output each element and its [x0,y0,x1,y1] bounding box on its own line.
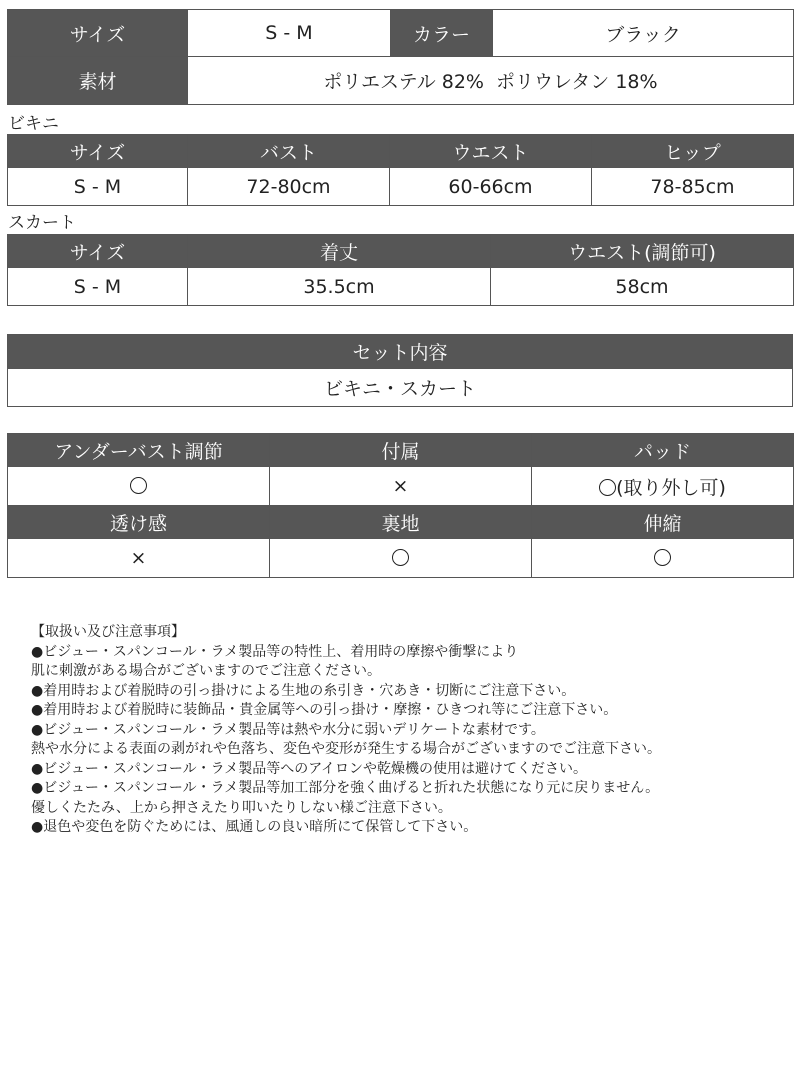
spec-table [7,9,794,105]
feature-header: 透け感 [8,506,270,539]
skirt-header: 着丈 [188,235,491,268]
feature-header: 伸縮 [532,506,794,539]
bikini-header: サイズ [8,135,188,168]
feature-value-sheer: × [8,539,270,578]
skirt-header: サイズ [8,235,188,268]
feature-value-stretch [532,539,794,578]
color-value: ブラック [493,10,794,57]
feature-value-accessory: × [270,467,532,506]
feature-header: 裏地 [270,506,532,539]
note-line: ●退色や変色を防ぐためには、風通しの良い暗所にて保管して下さい。 [31,819,478,835]
feature-header: パッド [532,434,794,467]
skirt-cell: S - M [8,268,188,306]
bikini-table [7,134,794,206]
skirt-header: ウエスト(調節可) [491,235,794,268]
note-line: ●ビジュー・スパンコール・ラメ製品等の特性上、着用時の摩擦や衝撃により [31,643,519,660]
size-value: S - M [188,10,391,57]
material-label: 素材 [8,57,188,105]
pad-note: (取り外し可) [616,476,726,499]
bikini-header: ウエスト [390,135,592,168]
note-line: ●着用時および着脱時に装飾品・貴金属等への引っ掛け・摩擦・ひきつれ等にご注意下さい。 [31,702,618,718]
set-header: セット内容 [8,335,793,369]
note-line: 熱や水分による表面の剥がれや色落ち、変色や変形が発生する場合がございますのでご注意下さい。 [31,741,661,757]
skirt-cell: 35.5cm [188,268,491,306]
size-label: サイズ [8,10,188,57]
bikini-cell: 60-66cm [390,168,592,206]
skirt-caption: スカート [8,213,76,233]
notes-title: 【取扱い及び注意事項】 [31,624,185,640]
bikini-caption: ビキニ [8,114,59,134]
bikini-cell: S - M [8,168,188,206]
note-line: ●ビジュー・スパンコール・ラメ製品等加工部分を強く曲げると折れた状態になり元に戻りません。 [31,780,660,796]
bikini-cell: 72-80cm [188,168,390,206]
circle-icon [392,549,409,566]
note-line: ●着用時および着脱時の引っ掛けによる生地の糸引き・穴あき・切断にご注意下さい。 [31,682,576,699]
note-line: 肌に刺激がある場合がございますのでご注意ください。 [31,663,381,679]
note-line: ●ビジュー・スパンコール・ラメ製品等は熱や水分に弱いデリケートな素材です。 [31,721,545,738]
feature-header: アンダーバスト調節 [8,434,270,467]
bikini-header: ヒップ [592,135,794,168]
skirt-cell: 58cm [491,268,794,306]
color-label: カラー [391,10,493,57]
set-value: ビキニ・スカート [8,369,793,407]
care-notes [31,623,791,838]
note-line: ●ビジュー・スパンコール・ラメ製品等へのアイロンや乾燥機の使用は避けてください。 [31,760,587,777]
feature-value-pad [532,467,794,506]
feature-header: 付属 [270,434,532,467]
bikini-header: バスト [188,135,390,168]
bikini-cell: 78-85cm [592,168,794,206]
feature-value-underbust [8,467,270,506]
circle-icon [130,477,147,494]
circle-icon [654,549,671,566]
skirt-table [7,234,794,306]
features-table [7,433,794,578]
set-table [7,334,793,407]
circle-icon [599,479,616,496]
note-line: 優しくたたみ、上から押さえたり叩いたりしない様ご注意下さい。 [31,799,452,816]
material-value: ポリエステル 82% ポリウレタン 18% [188,57,794,105]
feature-value-lining [270,539,532,578]
